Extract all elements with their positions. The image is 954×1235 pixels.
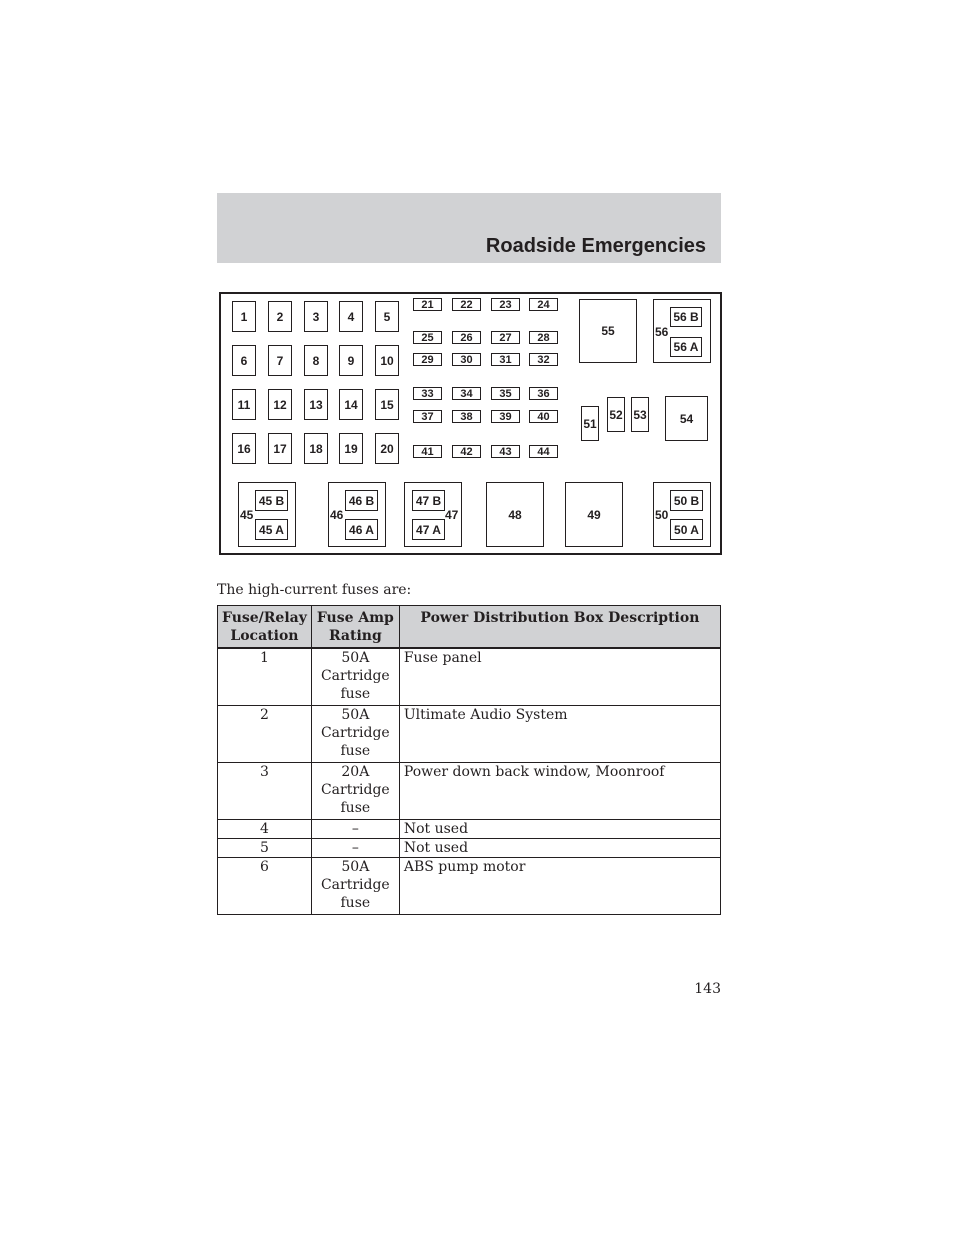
cell-description: Not used: [399, 839, 720, 858]
fuse-14: 14: [339, 389, 363, 420]
relay-47-label: 47: [445, 508, 459, 522]
mini-fuse-39: 39: [491, 410, 520, 423]
fuse-8: 8: [304, 345, 328, 376]
mini-fuse-22: 22: [452, 298, 481, 311]
fuse-20: 20: [375, 433, 399, 464]
fuse-7: 7: [268, 345, 292, 376]
mini-fuse-32: 32: [529, 353, 558, 366]
header-description: Power Distribution Box Description: [399, 606, 720, 649]
mini-fuse-42: 42: [452, 445, 481, 458]
mini-fuse-25: 25: [413, 331, 442, 344]
cell-location: 6: [218, 858, 312, 915]
relay-53: 53: [631, 397, 649, 432]
fuse-10: 10: [375, 345, 399, 376]
fuse-2: 2: [268, 301, 292, 332]
mini-fuse-23: 23: [491, 298, 520, 311]
relay-46b: 46 B: [345, 490, 378, 511]
relay-55: 55: [579, 299, 637, 363]
fuse-1: 1: [232, 301, 256, 332]
fuse-4: 4: [339, 301, 363, 332]
relay-45-label: 45: [240, 508, 254, 522]
high-current-fuse-table: [217, 605, 721, 915]
cell-rating: 50A Cartridge fuse: [311, 858, 399, 915]
relay-46a: 46 A: [345, 519, 378, 540]
mini-fuse-30: 30: [452, 353, 481, 366]
cell-location: 3: [218, 763, 312, 820]
mini-fuse-27: 27: [491, 331, 520, 344]
mini-fuse-38: 38: [452, 410, 481, 423]
fuse-15: 15: [375, 389, 399, 420]
mini-fuse-34: 34: [452, 387, 481, 400]
mini-fuse-35: 35: [491, 387, 520, 400]
fuse-6: 6: [232, 345, 256, 376]
mini-fuse-31: 31: [491, 353, 520, 366]
mini-fuse-36: 36: [529, 387, 558, 400]
relay-49: 49: [565, 482, 623, 547]
table-row: [218, 839, 721, 858]
fuse-17: 17: [268, 433, 292, 464]
relay-51: 51: [581, 406, 599, 441]
relay-45b: 45 B: [255, 490, 288, 511]
relay-47b: 47 B: [412, 490, 445, 511]
cell-location: 5: [218, 839, 312, 858]
table-row: [218, 706, 721, 763]
cell-location: 1: [218, 648, 312, 706]
fuse-12: 12: [268, 389, 292, 420]
mini-fuse-24: 24: [529, 298, 558, 311]
relay-52: 52: [607, 397, 625, 432]
cell-location: 2: [218, 706, 312, 763]
section-header: [217, 193, 721, 263]
cell-rating: –: [311, 820, 399, 839]
mini-fuse-26: 26: [452, 331, 481, 344]
cell-location: 4: [218, 820, 312, 839]
relay-56-label: 56: [655, 325, 669, 339]
cell-description: Fuse panel: [399, 648, 720, 706]
relay-46-label: 46: [330, 508, 344, 522]
mini-fuse-37: 37: [413, 410, 442, 423]
mini-fuse-43: 43: [491, 445, 520, 458]
table-row: [218, 820, 721, 839]
cell-rating: 20A Cartridge fuse: [311, 763, 399, 820]
header-rating: Fuse Amp Rating: [311, 606, 399, 649]
relay-45a: 45 A: [255, 519, 288, 540]
fuse-13: 13: [304, 389, 328, 420]
relay-48: 48: [486, 482, 544, 547]
mini-fuse-21: 21: [413, 298, 442, 311]
cell-description: Power down back window, Moonroof: [399, 763, 720, 820]
intro-text: The high-current fuses are:: [217, 582, 412, 598]
header-location: Fuse/Relay Location: [218, 606, 312, 649]
cell-rating: 50A Cartridge fuse: [311, 648, 399, 706]
fuse-19: 19: [339, 433, 363, 464]
table-row: [218, 858, 721, 915]
relay-50a: 50 A: [670, 519, 703, 540]
cell-rating: –: [311, 839, 399, 858]
relay-56b: 56 B: [670, 307, 702, 327]
page-number: 143: [694, 981, 721, 997]
fuse-18: 18: [304, 433, 328, 464]
cell-description: Ultimate Audio System: [399, 706, 720, 763]
table-row: [218, 648, 721, 706]
table-row: [218, 763, 721, 820]
cell-description: ABS pump motor: [399, 858, 720, 915]
mini-fuse-44: 44: [529, 445, 558, 458]
mini-fuse-29: 29: [413, 353, 442, 366]
mini-fuse-28: 28: [529, 331, 558, 344]
fuse-9: 9: [339, 345, 363, 376]
relay-54: 54: [665, 396, 708, 441]
relay-50b: 50 B: [670, 490, 703, 511]
relay-56a: 56 A: [670, 337, 702, 357]
mini-fuse-41: 41: [413, 445, 442, 458]
mini-fuse-33: 33: [413, 387, 442, 400]
fuse-5: 5: [375, 301, 399, 332]
relay-50-label: 50: [655, 508, 669, 522]
table-header-row: [218, 606, 721, 649]
fuse-3: 3: [304, 301, 328, 332]
fuse-16: 16: [232, 433, 256, 464]
mini-fuse-40: 40: [529, 410, 558, 423]
relay-47a: 47 A: [412, 519, 445, 540]
section-title: Roadside Emergencies: [485, 235, 706, 257]
cell-rating: 50A Cartridge fuse: [311, 706, 399, 763]
power-distribution-box-diagram: [219, 292, 722, 555]
fuse-11: 11: [232, 389, 256, 420]
cell-description: Not used: [399, 820, 720, 839]
